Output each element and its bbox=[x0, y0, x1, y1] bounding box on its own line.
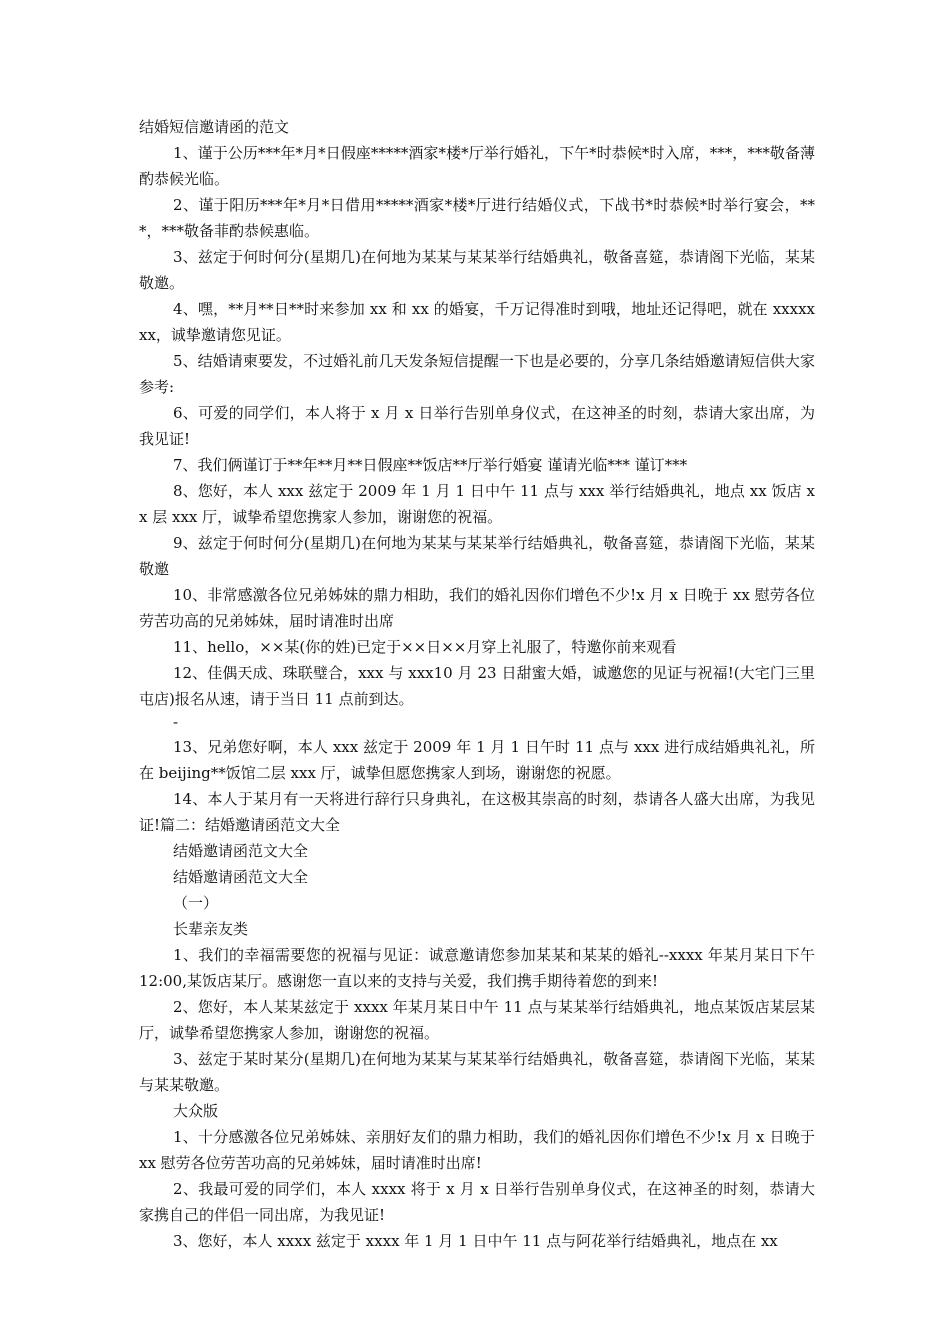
paragraph: 3、您好，本人 xxxx 兹定于 xxxx 年 1 月 1 日中午 11 点与阿花举行结婚典礼，地点在 xx bbox=[173, 1232, 778, 1250]
paragraph: 13、兄弟您好啊，本人 xxx 兹定于 2009 年 1 月 1 日午时 11 点与 xxx 进行成结婚典礼礼，所在 beijing**饭馆二层 xxx 厅，诚挚但愿您携家人到场，谢谢您的祝愿。 bbox=[139, 738, 815, 782]
paragraph: 8、您好，本人 xxx 兹定于 2009 年 1 月 1 日中午 11 点与 xxx 举行结婚典礼，地点 xx 饭店 xx 层 xxx 厅，诚挚希望您携家人参加，谢谢您的祝福。 bbox=[139, 482, 815, 526]
paragraph: 1、谨于公历***年*月*日假座*****酒家*楼*厅举行婚礼，下午*时恭候*时入席，***，***敬备薄酌恭候光临。 bbox=[139, 144, 815, 188]
section-number: （一） bbox=[173, 894, 219, 912]
paragraph: 9、兹定于何时何分(星期几)在何地为某某与某某举行结婚典礼，敬备喜筵，恭请阁下光临，某某敬邀 bbox=[139, 534, 815, 578]
paragraph: 5、结婚请柬要发，不过婚礼前几天发条短信提醒一下也是必要的，分享几条结婚邀请短信供大家参考: bbox=[139, 352, 815, 396]
paragraph: 2、谨于阳历***年*月*日借用*****酒家*楼*厅进行结婚仪式，下战书*时恭候*时举行宴会，***，***敬备菲酌恭候惠临。 bbox=[139, 196, 815, 240]
separator-dash: - bbox=[173, 713, 179, 731]
paragraph: 1、十分感激各位兄弟姊妹、亲朋好友们的鼎力相助，我们的婚礼因你们增色不少!x 月 x 日晚于 xx 慰劳各位劳苦功高的兄弟姊妹，届时请准时出席! bbox=[139, 1128, 815, 1172]
category-heading: 长辈亲友类 bbox=[173, 920, 249, 938]
paragraph: 14、本人于某月有一天将进行辞行只身典礼，在这极其崇高的时刻，恭请各人盛大出席，为我见证!篇二：结婚邀请函范文大全 bbox=[139, 790, 815, 834]
paragraph: 6、可爱的同学们，本人将于 x 月 x 日举行告别单身仪式，在这神圣的时刻，恭请大家出席，为我见证! bbox=[139, 404, 815, 448]
paragraph: 2、我最可爱的同学们，本人 xxxx 将于 x 月 x 日举行告别单身仪式，在这神圣的时刻，恭请大家携自己的伴侣一同出席，为我见证! bbox=[139, 1180, 815, 1224]
paragraph: 1、我们的幸福需要您的祝福与见证：诚意邀请您参加某某和某某的婚礼--xxxx 年某月某日下午 12:00,某饭店某厅。感谢您一直以来的支持与关爱，我们携手期待着您的到来! bbox=[139, 946, 815, 990]
paragraph: 11、hello，××某(你的姓)已定于××日××月穿上礼服了，特邀你前来观看 bbox=[173, 638, 677, 656]
paragraph: 10、非常感激各位兄弟姊妹的鼎力相助，我们的婚礼因你们增色不少!x 月 x 日晚于 xx 慰劳各位劳苦功高的兄弟姊妹，届时请准时出席 bbox=[139, 586, 815, 630]
document-body bbox=[139, 114, 815, 1254]
document-title: 结婚短信邀请函的范文 bbox=[139, 118, 290, 136]
section-heading: 结婚邀请函范文大全 bbox=[173, 868, 309, 886]
paragraph: 4、嘿，**月**日**时来参加 xx 和 xx 的婚宴，千万记得准时到哦，地址还记得吧，就在 xxxxxxx，诚挚邀请您见证。 bbox=[139, 300, 815, 344]
paragraph: 3、兹定于何时何分(星期几)在何地为某某与某某举行结婚典礼，敬备喜筵，恭请阁下光临，某某敬邀。 bbox=[139, 248, 815, 292]
paragraph: 3、兹定于某时某分(星期几)在何地为某某与某某举行结婚典礼，敬备喜筵，恭请阁下光临，某某与某某敬邀。 bbox=[139, 1050, 815, 1094]
paragraph: 12、佳偶天成、珠联璧合，xxx 与 xxx10 月 23 日甜蜜大婚，诚邀您的见证与祝福!(大宅门三里屯店)报名从速，请于当日 11 点前到达。 bbox=[139, 664, 815, 708]
category-heading: 大众版 bbox=[173, 1102, 219, 1120]
paragraph: 2、您好，本人某某兹定于 xxxx 年某月某日中午 11 点与某某举行结婚典礼，地点某饭店某层某厅，诚挚希望您携家人参加，谢谢您的祝福。 bbox=[139, 998, 815, 1042]
paragraph: 7、我们俩谨订于**年**月**日假座**饭店**厅举行婚宴 谨请光临*** 谨订*** bbox=[173, 456, 688, 474]
section-heading: 结婚邀请函范文大全 bbox=[173, 842, 309, 860]
